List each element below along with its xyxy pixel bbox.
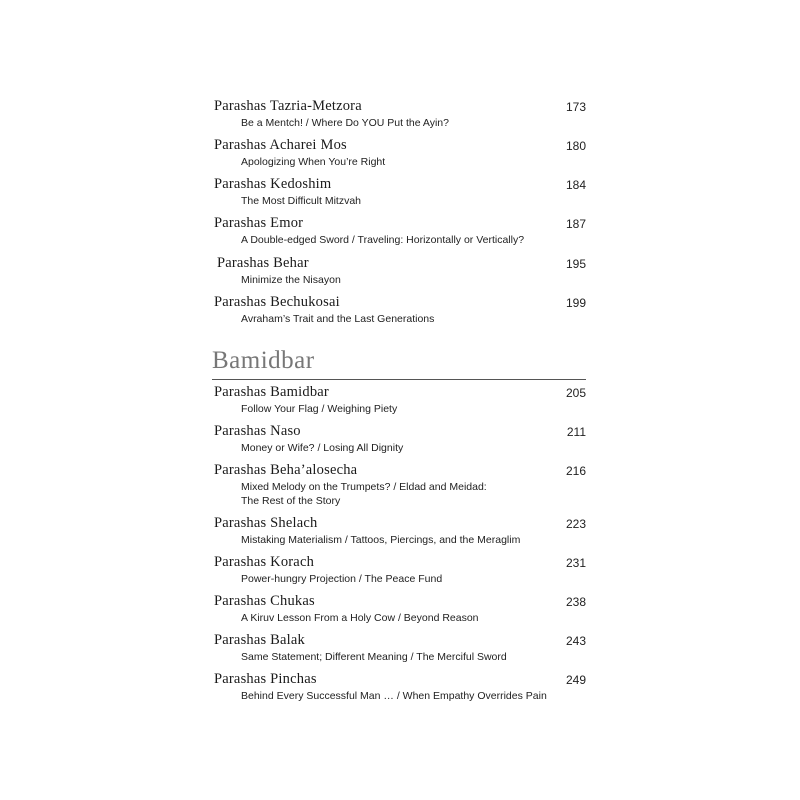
parasha-title: Parashas Kedoshim [214,176,332,192]
toc-entry-acharei-mos[interactable] [214,137,586,169]
parasha-title: Parashas Bamidbar [214,384,329,400]
toc-entry-chukas[interactable] [214,593,586,625]
chapter-subtitle: A Kiruv Lesson From a Holy Cow / Beyond Reason [241,612,479,624]
page-number: 187 [565,217,586,231]
parasha-title: Parashas Shelach [214,515,318,531]
toc-entry-behar[interactable] [214,255,586,287]
toc-entry-emor[interactable] [214,215,586,247]
section-divider [212,379,586,380]
page-number: 243 [565,634,586,648]
section-title: Bamidbar [212,347,315,374]
page-number: 184 [565,178,586,192]
parasha-title: Parashas Naso [214,423,301,439]
chapter-subtitle: Same Statement; Different Meaning / The Merciful Sword [241,651,507,663]
page-number: 216 [565,464,586,478]
page-number: 205 [565,386,586,400]
chapter-subtitle: Mistaking Materialism / Tattoos, Piercings, and the Meraglim [241,534,521,546]
parasha-title: Parashas Balak [214,632,305,648]
chapter-subtitle: Apologizing When You’re Right [241,156,386,168]
toc-entry-shelach[interactable] [214,515,586,547]
page-number: 211 [566,425,586,439]
page-number: 199 [565,296,586,310]
chapter-subtitle-continuation: The Rest of the Story [241,495,341,507]
chapter-subtitle: A Double-edged Sword / Traveling: Horizontally or Vertically? [241,234,525,246]
parasha-title: Parashas Bechukosai [214,294,340,310]
parasha-title: Parashas Tazria-Metzora [214,98,362,114]
page-number: 238 [565,595,586,609]
parasha-title: Parashas Pinchas [214,671,317,687]
chapter-subtitle: Minimize the Nisayon [241,274,341,286]
parasha-title: Parashas Chukas [214,593,315,609]
chapter-subtitle: Be a Mentch! / Where Do YOU Put the Ayin? [241,117,449,129]
toc-entry-kedoshim[interactable] [214,176,586,208]
toc-entry-korach[interactable] [214,554,586,586]
chapter-subtitle: Money or Wife? / Losing All Dignity [241,442,404,454]
toc-entry-naso[interactable] [214,423,586,455]
page-number: 173 [565,100,586,114]
toc-entry-bamidbar[interactable] [214,384,586,416]
page-number: 223 [565,517,586,531]
toc-entry-tazria-metzora[interactable] [214,98,586,130]
toc-entry-behaalosecha[interactable] [214,462,586,508]
chapter-subtitle: Avraham’s Trait and the Last Generations [241,313,435,325]
chapter-subtitle: The Most Difficult Mitzvah [241,195,362,207]
page-number: 249 [565,673,586,687]
chapter-subtitle: Power-hungry Projection / The Peace Fund [241,573,443,585]
chapter-subtitle: Follow Your Flag / Weighing Piety [241,403,398,415]
parasha-title: Parashas Acharei Mos [214,137,347,153]
page-number: 231 [565,556,586,570]
parasha-title: Parashas Emor [214,215,304,231]
chapter-subtitle: Behind Every Successful Man … / When Empathy Overrides Pain [241,690,547,702]
page-number: 195 [565,257,586,271]
toc-entry-pinchas[interactable] [214,671,586,703]
toc-entry-bechukosai[interactable] [214,294,586,326]
parasha-title: Parashas Behar [217,255,309,271]
parasha-title: Parashas Beha’alosecha [214,462,358,478]
chapter-subtitle: Mixed Melody on the Trumpets? / Eldad and Meidad: [241,481,487,493]
parasha-title: Parashas Korach [214,554,315,570]
page-number: 180 [565,139,586,153]
toc-entry-balak[interactable] [214,632,586,664]
